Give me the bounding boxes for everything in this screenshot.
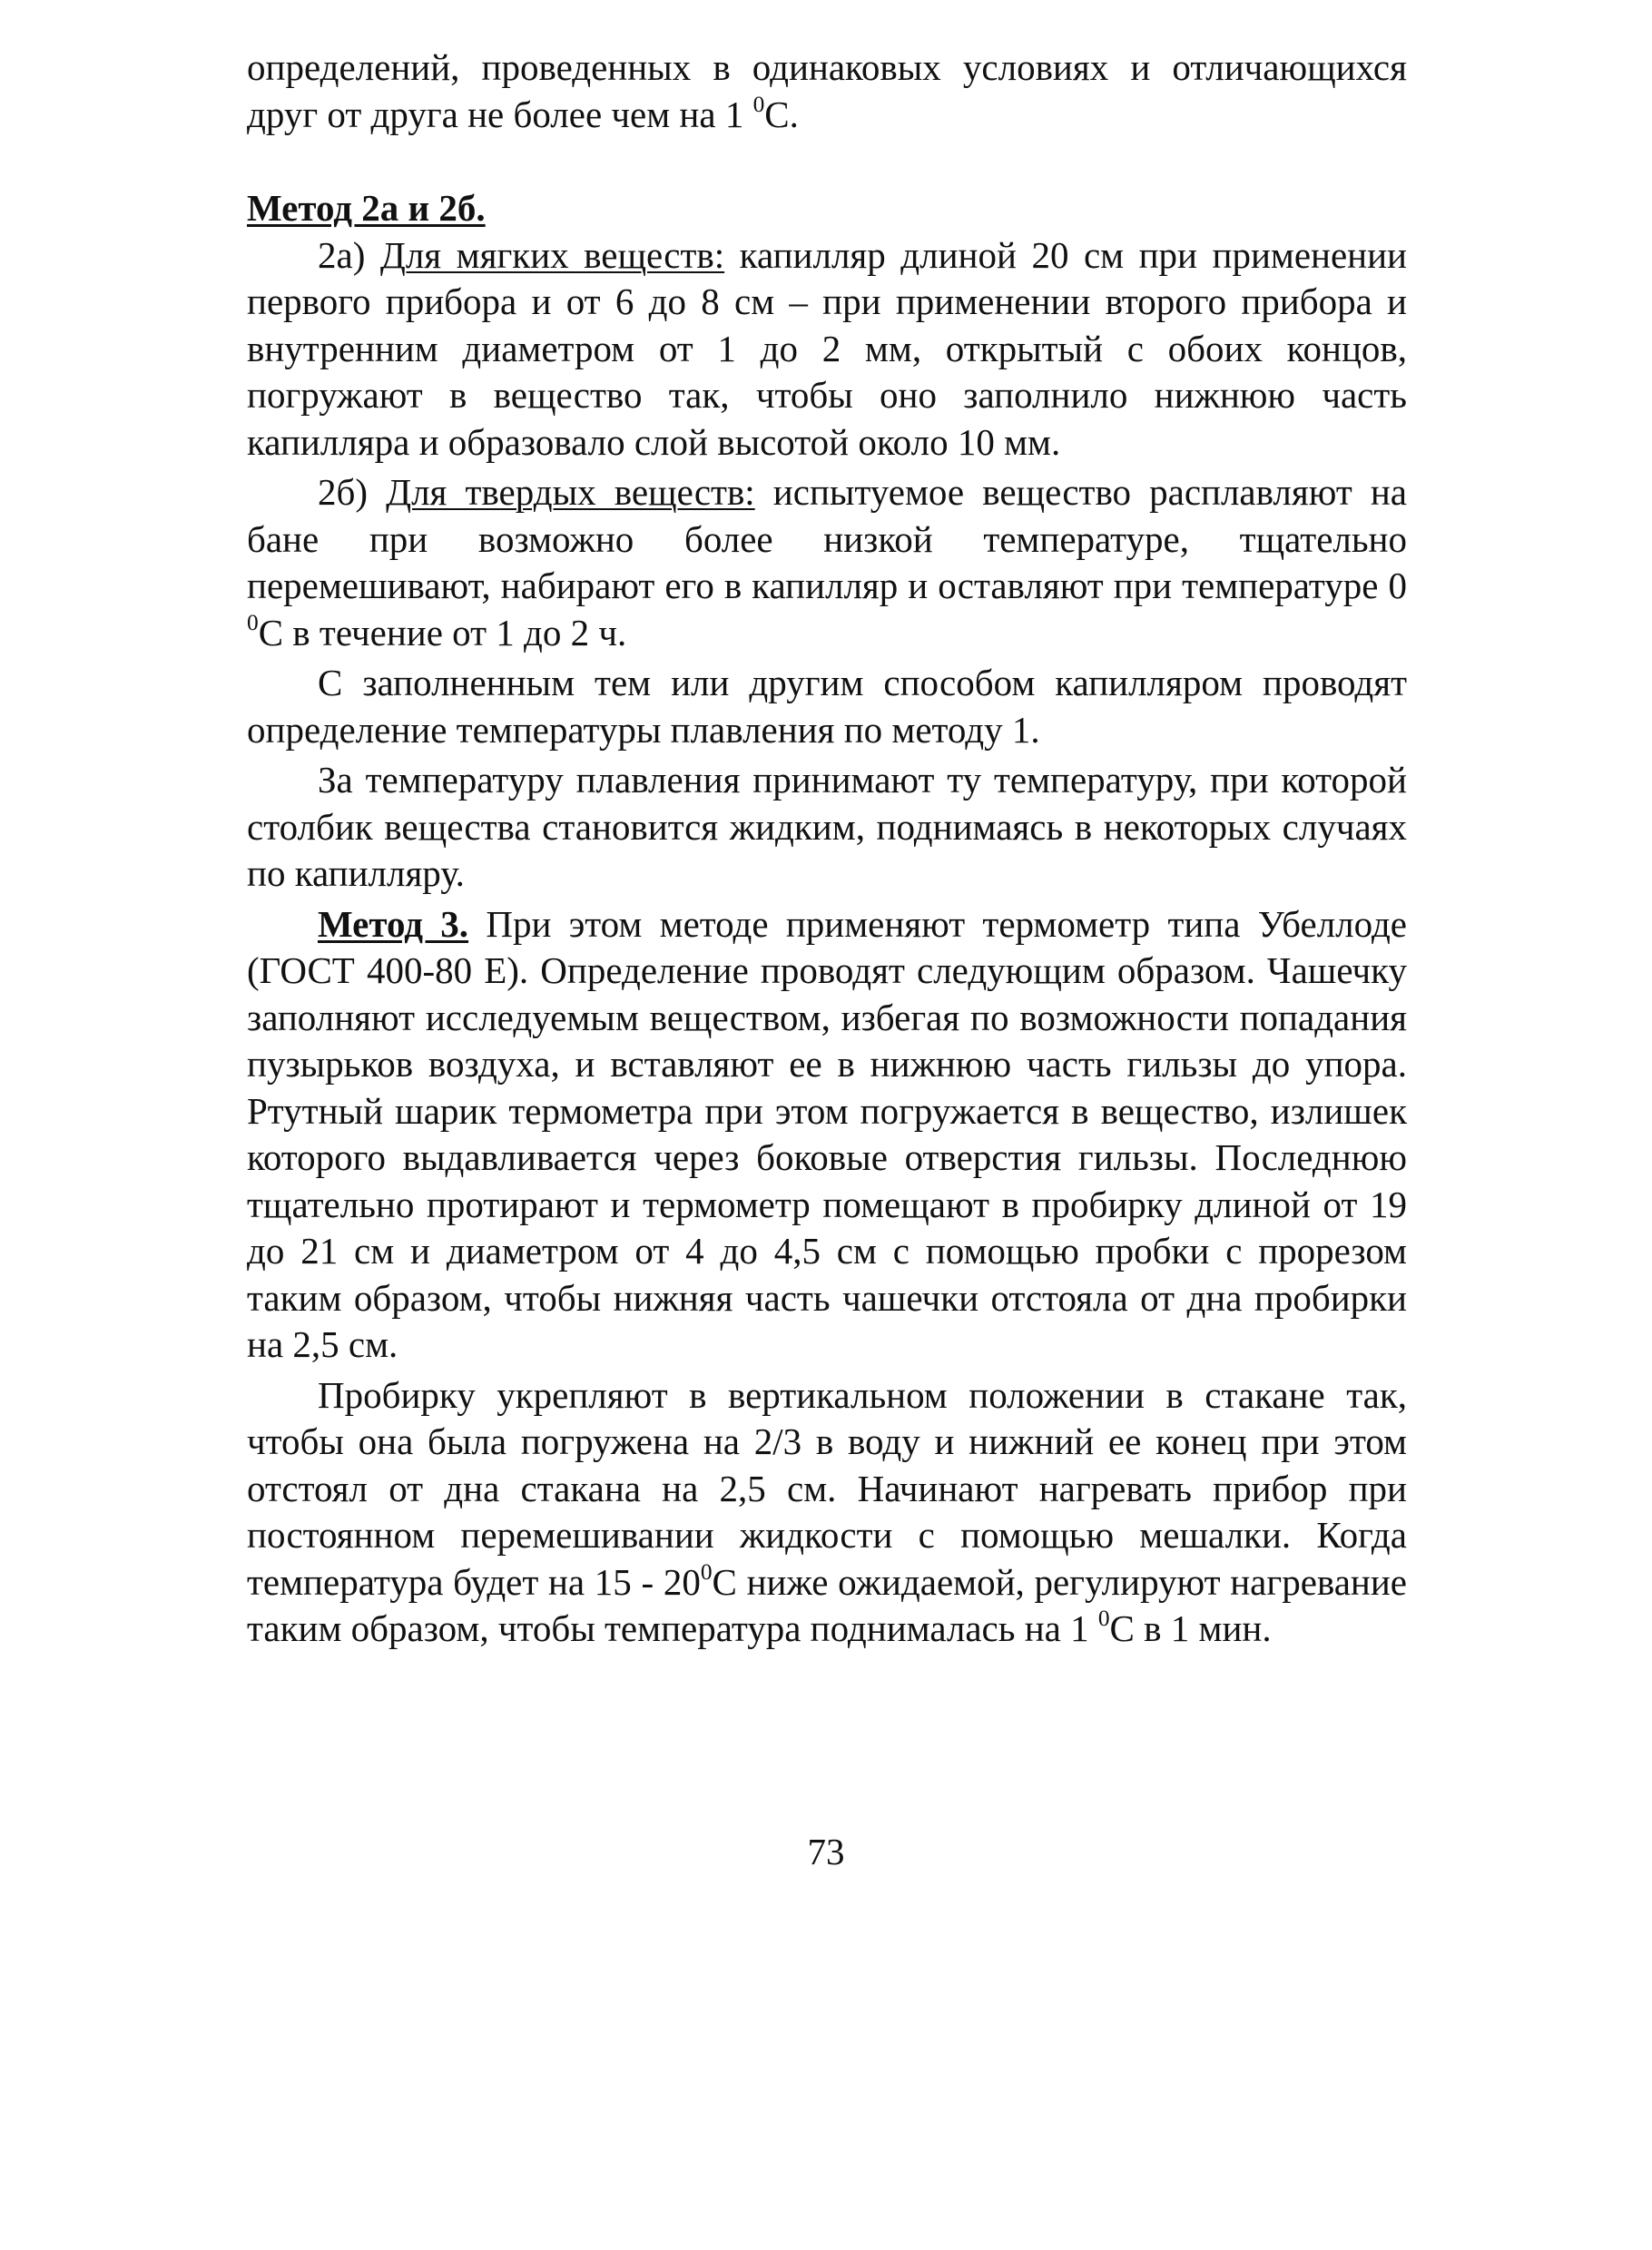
degree-superscript: 0: [247, 609, 259, 635]
paragraph-2b-label: Для твердых веществ:: [386, 471, 755, 513]
paragraph-2b-prefix: 2б): [318, 471, 387, 513]
paragraph-test-tube: [247, 1372, 1407, 1653]
method3-text: При этом методе применяют термометр типа Убеллоде (ГОСТ 400-80 Е). Определение проводят следующим образом. Чашечку заполняют исследуемым веществом, избегая по возможности попадания пузырьков воздуха, и вставляют ее в нижнюю часть гильзы до упора. Ртутный шарик термометра при этом погружается в вещество, излишек которого выдавливается через боковые отверстия гильзы. Последнюю тщательно протирают и термометр помещают в пробирку длиной от 19 до 21 см и диаметром от 4 до 4,5 см с помощью пробки с прорезом таким образом, чтобы нижняя часть чашечки отстояла от дна пробирки на 2,5 см.: [247, 902, 1407, 1365]
paragraph-filled-capillary: С заполненным тем или другим способом капилляром проводят определение температуры плавления по методу 1.: [247, 662, 1407, 751]
degree-superscript: 0: [752, 91, 765, 117]
test-tube-mid: С ниже ожидаемой, регулируют нагревание таким образом, чтобы температура поднималась на 1: [247, 1560, 1407, 1649]
paragraph-2b-after: С в течение от 1 до 2 ч.: [258, 611, 627, 653]
paragraph-melting-point: За температуру плавления принимают ту температуру, при которой столбик вещества становится жидким, поднимаясь в некоторых случаях по капилляру.: [247, 759, 1407, 894]
continuation-paragraph: [247, 44, 1407, 138]
method3-label: Метод 3.: [318, 902, 469, 945]
paragraph-2a-text: капилляр длиной 20 см при применении первого прибора и от 6 до 8 см – при применении второго прибора и внутренним диаметром от 1 до 2 мм, открытый с обоих концов, погружают в вещество так, чтобы оно заполнило нижнюю часть капилляра и образовало слой высотой около 10 мм.: [247, 233, 1407, 463]
method2-heading-paragraph: [247, 185, 1407, 232]
paragraph-2a-label: Для мягких веществ:: [379, 233, 725, 276]
degree-superscript: 0: [1097, 1606, 1110, 1632]
continuation-unit: С.: [764, 93, 799, 135]
degree-superscript: 0: [700, 1558, 713, 1585]
paragraph-2a: [247, 232, 1407, 467]
paragraph-2b: [247, 469, 1407, 656]
test-tube-text: Пробирку укрепляют в вертикальном положении в стакане так, чтобы она была погружена на 2/3 в воду и нижний ее конец при этом отстоял от дна стакана на 2,5 см. Начинают нагревать прибор при постоянном перемешивании жидкости с помощью мешалки. Когда температура будет на 15 - 20: [247, 1373, 1407, 1603]
paragraph-2a-prefix: 2а): [318, 233, 380, 276]
continuation-text: определений, проведенных в одинаковых условиях и отличающихся друг от друга не более чем на 1: [247, 46, 1407, 135]
test-tube-after: С в 1 мин.: [1109, 1607, 1272, 1649]
paragraph-method3: [247, 901, 1407, 1369]
page-body: [247, 44, 1407, 1653]
page-number: 73: [807, 1831, 845, 1872]
method2-heading: Метод 2а и 2б.: [247, 187, 486, 229]
paragraph-2b-text: испытуемое вещество расплавляют на бане при возможно более низкой температуре, тщательно перемешивают, набирают его в капилляр и оставляют при температуре 0: [247, 471, 1408, 606]
